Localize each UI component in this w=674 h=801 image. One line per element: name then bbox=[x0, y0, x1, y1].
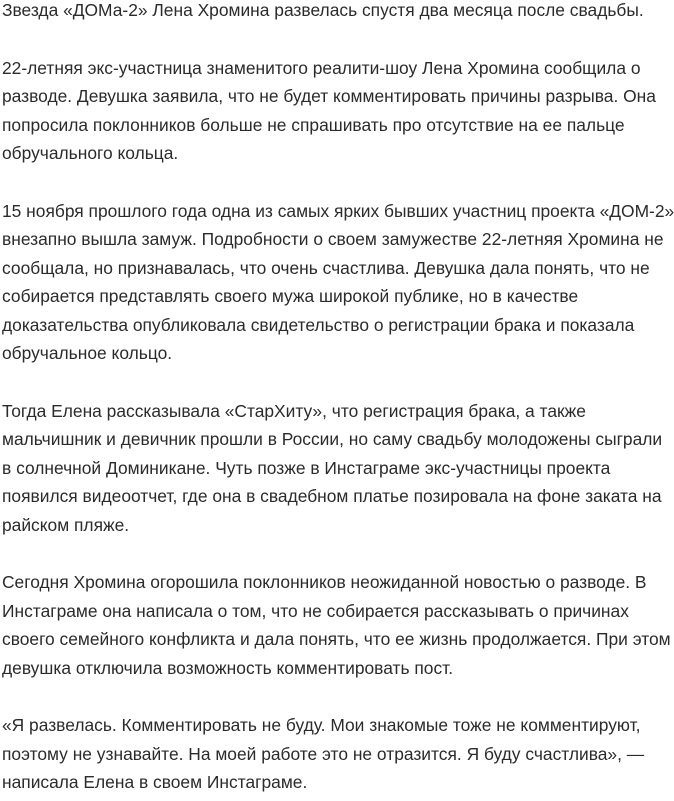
paragraph-line: «Я развелась. Комментировать не буду. Мои знакомые тоже не комментируют, bbox=[2, 715, 641, 735]
paragraph-line: Инстаграме она написала о том, что не собирается рассказывать о причинах bbox=[2, 600, 629, 621]
paragraph-gap bbox=[2, 368, 670, 397]
paragraph-line: Сегодня Хромина огорошила поклонников неожиданной новостью о разводе. В bbox=[2, 572, 647, 592]
paragraph-line: райском пляже. bbox=[2, 514, 130, 535]
paragraph-line: написала Елена в своем Инстаграме. bbox=[2, 772, 308, 792]
paragraph-line: 15 ноября прошлого года одна из самых ярких бывших участниц проекта «ДОМ-2» bbox=[2, 200, 674, 221]
paragraph-line: сообщала, но признавалась, что очень счастлива. Девушка дала понять, что не bbox=[2, 257, 650, 278]
paragraph-line: собирается представлять своего мужа широкой публике, но в качестве bbox=[2, 286, 579, 306]
paragraph-line: разводе. Девушка заявила, что не будет комментировать причины разрыва. Она bbox=[2, 86, 656, 106]
paragraph-4 bbox=[2, 568, 670, 682]
paragraph-line: в солнечной Доминикане. Чуть позже в Инстаграме экс-участницы проекта bbox=[2, 457, 611, 478]
paragraph-line: обручального кольца. bbox=[2, 143, 179, 163]
paragraph-line: своего семейного конфликта и дала понять, что ее жизнь продолжается. При этом bbox=[2, 629, 671, 649]
paragraph-line: поэтому не узнавайте. На моей работе это не отразится. Я буду счастлива», — bbox=[2, 743, 645, 764]
paragraph-line: доказательства опубликовала свидетельство о регистрации брака и показала bbox=[2, 314, 635, 335]
article-headline: Звезда «ДОМа-2» Лена Хромина развелась спустя два месяца после свадьбы. bbox=[2, 0, 644, 20]
paragraph-line: девушка отключила возможность комментировать пост. bbox=[2, 657, 454, 678]
paragraph-line: попросила поклонников больше не спрашивать про отсутствие на ее пальце bbox=[2, 114, 625, 135]
paragraph-gap bbox=[2, 25, 670, 54]
paragraph-gap bbox=[2, 682, 670, 711]
paragraph-2 bbox=[2, 197, 674, 368]
paragraph-gap bbox=[2, 168, 670, 197]
paragraph-line: появился видеоотчет, где она в свадебном платье позировала на фоне заката на bbox=[2, 486, 662, 506]
paragraph-gap bbox=[2, 539, 670, 568]
paragraph-3 bbox=[2, 397, 670, 540]
paragraph-line: обручальное кольцо. bbox=[2, 343, 173, 363]
paragraph-line: 22-летняя экс-участница знаменитого реалити-шоу Лена Хромина сообщила о bbox=[2, 57, 641, 78]
paragraph-line: Тогда Елена рассказывала «СтарХиту», что регистрация брака, а также bbox=[2, 400, 586, 421]
paragraph-1 bbox=[2, 54, 670, 168]
paragraph-5-quote bbox=[2, 711, 670, 797]
paragraph-line: внезапно вышла замуж. Подробности о своем замужестве 22-летняя Хромина не bbox=[2, 229, 664, 249]
paragraph-line: мальчишник и девичник прошли в России, но саму свадьбу молодожены сыграли bbox=[2, 429, 663, 449]
